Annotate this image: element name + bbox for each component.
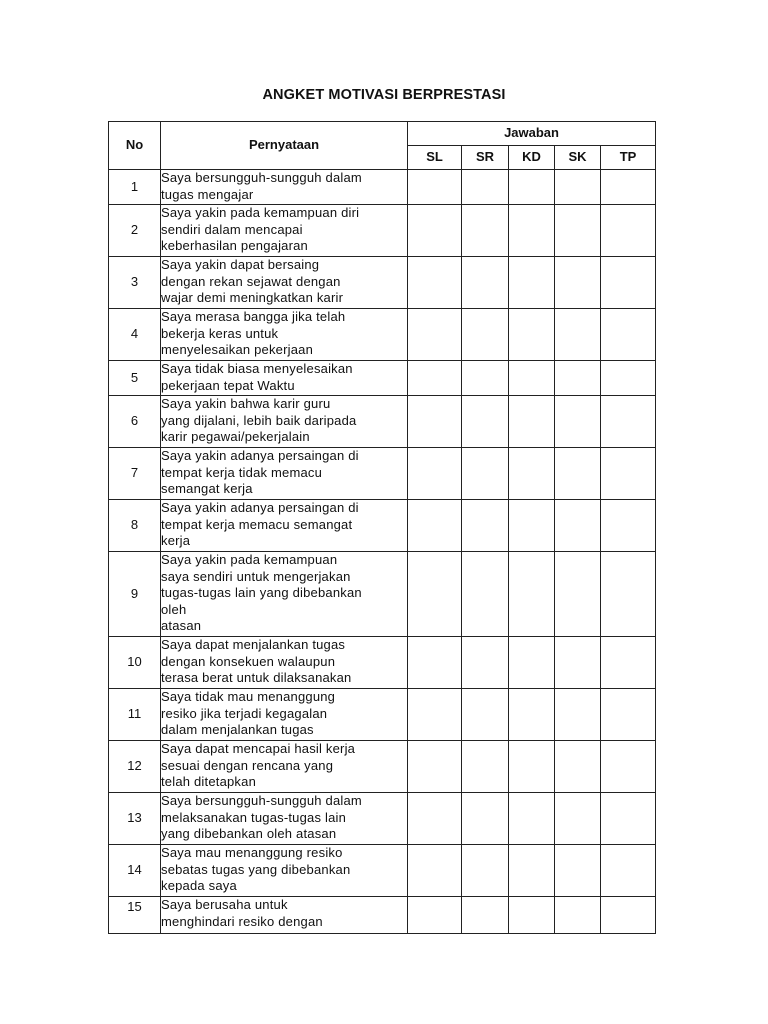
answer-cell-kd[interactable] — [509, 500, 555, 552]
answer-cell-kd[interactable] — [509, 361, 555, 396]
answer-cell-kd[interactable] — [509, 689, 555, 741]
answer-cell-sl[interactable] — [408, 897, 462, 934]
answer-cell-kd[interactable] — [509, 793, 555, 845]
statement-cell — [161, 689, 408, 741]
statement-line: keberhasilan pengajaran — [161, 238, 308, 253]
statement-line: bekerja keras untuk — [161, 325, 279, 341]
header-option-sk: SK — [555, 146, 601, 170]
table-row — [109, 361, 656, 396]
answer-cell-sl[interactable] — [408, 448, 462, 500]
statement-cell — [161, 257, 408, 309]
answer-cell-sl[interactable] — [408, 309, 462, 361]
statement-line: pekerjaan tepat Waktu — [161, 377, 295, 393]
statement-cell — [161, 793, 408, 845]
answer-cell-sl[interactable] — [408, 741, 462, 793]
answer-cell-sk[interactable] — [555, 689, 601, 741]
statement-line: Saya mau menanggung resiko — [161, 845, 343, 860]
answer-cell-sk[interactable] — [555, 309, 601, 361]
answer-cell-kd[interactable] — [509, 448, 555, 500]
statement-line: wajar demi meningkatkan karir — [161, 290, 344, 305]
table-row — [109, 637, 656, 689]
row-number: 3 — [109, 257, 161, 309]
statement-line: sendiri dalam mencapai — [161, 221, 303, 237]
answer-cell-kd[interactable] — [509, 845, 555, 897]
table-row — [109, 170, 656, 205]
row-number: 8 — [109, 500, 161, 552]
answer-cell-sr[interactable] — [462, 309, 509, 361]
statement-line: karir pegawai/pekerjalain — [161, 429, 310, 444]
statement-line: Saya merasa bangga jika telah — [161, 309, 346, 324]
answer-cell-sl[interactable] — [408, 845, 462, 897]
statement-line: tugas mengajar — [161, 186, 254, 202]
row-number: 15 — [109, 897, 161, 934]
answer-cell-tp[interactable] — [601, 309, 656, 361]
answer-cell-sl[interactable] — [408, 257, 462, 309]
statement-line: kepada saya — [161, 878, 237, 893]
statement-cell — [161, 552, 408, 637]
statement-line: Saya tidak biasa menyelesaikan — [161, 361, 353, 376]
answer-cell-sl[interactable] — [408, 689, 462, 741]
statement-line: tempat kerja tidak memacu — [161, 464, 323, 480]
statement-line: yang dijalani, lebih baik daripada — [161, 412, 357, 428]
header-no: No — [109, 122, 161, 170]
statement-cell — [161, 637, 408, 689]
statement-line: Saya yakin pada kemampuan diri — [161, 205, 360, 220]
statement-line: Saya yakin pada kemampuan — [161, 552, 338, 567]
table-row — [109, 552, 656, 637]
table-row — [109, 396, 656, 448]
header-option-tp: TP — [601, 146, 656, 170]
statement-line: dengan rekan sejawat dengan — [161, 273, 341, 289]
statement-cell — [161, 897, 408, 934]
answer-cell-sk[interactable] — [555, 793, 601, 845]
statement-line: kerja — [161, 533, 191, 548]
row-number: 10 — [109, 637, 161, 689]
statement-line: yang dibebankan oleh atasan — [161, 826, 337, 841]
row-number: 12 — [109, 741, 161, 793]
table-row — [109, 205, 656, 257]
answer-cell-sr[interactable] — [462, 637, 509, 689]
table-row — [109, 741, 656, 793]
statement-line: Saya bersungguh-sungguh dalam — [161, 793, 362, 808]
statement-line: menyelesaikan pekerjaan — [161, 342, 314, 357]
answer-cell-sl[interactable] — [408, 396, 462, 448]
row-number: 9 — [109, 552, 161, 637]
statement-line: semangat kerja — [161, 481, 253, 496]
row-number: 13 — [109, 793, 161, 845]
answer-cell-sr[interactable] — [462, 845, 509, 897]
statement-cell — [161, 361, 408, 396]
table-row — [109, 897, 656, 934]
answer-cell-sr[interactable] — [462, 170, 509, 205]
answer-cell-sr[interactable] — [462, 500, 509, 552]
answer-cell-kd[interactable] — [509, 257, 555, 309]
statement-line: melaksanakan tugas-tugas lain — [161, 809, 347, 825]
answer-cell-sr[interactable] — [462, 741, 509, 793]
table-row — [109, 448, 656, 500]
answer-cell-tp[interactable] — [601, 448, 656, 500]
row-number: 2 — [109, 205, 161, 257]
answer-cell-kd[interactable] — [509, 396, 555, 448]
answer-cell-sk[interactable] — [555, 448, 601, 500]
answer-cell-tp[interactable] — [601, 845, 656, 897]
answer-cell-tp[interactable] — [601, 257, 656, 309]
row-number: 1 — [109, 170, 161, 205]
statement-line: sebatas tugas yang dibebankan — [161, 861, 351, 877]
statement-line: Saya yakin dapat bersaing — [161, 257, 320, 272]
table-row — [109, 689, 656, 741]
answer-cell-tp[interactable] — [601, 500, 656, 552]
answer-cell-sk[interactable] — [555, 741, 601, 793]
answer-cell-sr[interactable] — [462, 448, 509, 500]
statement-cell — [161, 500, 408, 552]
answer-cell-tp[interactable] — [601, 170, 656, 205]
row-number: 6 — [109, 396, 161, 448]
statement-line: terasa berat untuk dilaksanakan — [161, 670, 352, 685]
statement-line: atasan — [161, 618, 202, 633]
answer-cell-sr[interactable] — [462, 897, 509, 934]
answer-cell-sk[interactable] — [555, 637, 601, 689]
row-number: 4 — [109, 309, 161, 361]
row-number: 5 — [109, 361, 161, 396]
answer-cell-sk[interactable] — [555, 205, 601, 257]
questionnaire-table — [108, 121, 656, 934]
answer-cell-sr[interactable] — [462, 205, 509, 257]
table-row — [109, 793, 656, 845]
answer-cell-tp[interactable] — [601, 361, 656, 396]
statement-line: sesuai dengan rencana yang — [161, 757, 334, 773]
row-number: 7 — [109, 448, 161, 500]
answer-cell-sl[interactable] — [408, 170, 462, 205]
answer-cell-kd[interactable] — [509, 170, 555, 205]
statement-line: Saya bersungguh-sungguh dalam — [161, 170, 362, 185]
statement-line: Saya tidak mau menanggung — [161, 689, 336, 704]
statement-line: Saya yakin adanya persaingan di — [161, 500, 359, 515]
answer-cell-sr[interactable] — [462, 689, 509, 741]
answer-cell-sk[interactable] — [555, 500, 601, 552]
statement-cell — [161, 205, 408, 257]
answer-cell-kd[interactable] — [509, 309, 555, 361]
answer-cell-tp[interactable] — [601, 689, 656, 741]
answer-cell-tp[interactable] — [601, 396, 656, 448]
statement-cell — [161, 845, 408, 897]
answer-cell-sk[interactable] — [555, 552, 601, 637]
answer-cell-sk[interactable] — [555, 396, 601, 448]
statement-line: saya sendiri untuk mengerjakan — [161, 568, 351, 584]
statement-line: Saya berusaha untuk — [161, 897, 288, 912]
answer-cell-kd[interactable] — [509, 637, 555, 689]
statement-cell — [161, 396, 408, 448]
answer-cell-tp[interactable] — [601, 741, 656, 793]
answer-cell-sr[interactable] — [462, 361, 509, 396]
answer-cell-kd[interactable] — [509, 552, 555, 637]
answer-cell-tp[interactable] — [601, 552, 656, 637]
answer-cell-sl[interactable] — [408, 205, 462, 257]
answer-cell-tp[interactable] — [601, 205, 656, 257]
statement-cell — [161, 170, 408, 205]
answer-cell-sl[interactable] — [408, 637, 462, 689]
row-number: 11 — [109, 689, 161, 741]
row-number: 14 — [109, 845, 161, 897]
statement-cell — [161, 741, 408, 793]
statement-line: tugas-tugas lain yang dibebankan — [161, 585, 362, 600]
statement-line: dengan konsekuen walaupun — [161, 653, 336, 669]
statement-line: dalam menjalankan tugas — [161, 722, 314, 737]
answer-cell-tp[interactable] — [601, 793, 656, 845]
header-answer: Jawaban — [408, 122, 656, 146]
table-row — [109, 257, 656, 309]
statement-cell — [161, 309, 408, 361]
questionnaire-body — [109, 170, 656, 934]
answer-cell-sl[interactable] — [408, 793, 462, 845]
answer-cell-sl[interactable] — [408, 500, 462, 552]
statement-line: Saya dapat menjalankan tugas — [161, 637, 346, 652]
answer-cell-kd[interactable] — [509, 741, 555, 793]
header-statement: Pernyataan — [161, 122, 408, 170]
page-title: ANGKET MOTIVASI BERPRESTASI — [262, 87, 506, 103]
answer-cell-kd[interactable] — [509, 897, 555, 934]
answer-cell-sr[interactable] — [462, 552, 509, 637]
answer-cell-sl[interactable] — [408, 552, 462, 637]
statement-line: Saya yakin bahwa karir guru — [161, 396, 331, 411]
statement-line: Saya dapat mencapai hasil kerja — [161, 741, 356, 756]
statement-line: telah ditetapkan — [161, 774, 256, 789]
table-row — [109, 845, 656, 897]
header-option-sr: SR — [462, 146, 509, 170]
answer-cell-tp[interactable] — [601, 897, 656, 934]
statement-line: oleh — [161, 601, 187, 617]
header-option-kd: KD — [509, 146, 555, 170]
answer-cell-kd[interactable] — [509, 205, 555, 257]
answer-cell-sk[interactable] — [555, 897, 601, 934]
answer-cell-sr[interactable] — [462, 396, 509, 448]
statement-line: tempat kerja memacu semangat — [161, 516, 353, 532]
statement-cell — [161, 448, 408, 500]
header-option-sl: SL — [408, 146, 462, 170]
answer-cell-sl[interactable] — [408, 361, 462, 396]
statement-line: menghindari resiko dengan — [161, 913, 323, 929]
table-row — [109, 500, 656, 552]
answer-cell-sr[interactable] — [462, 793, 509, 845]
answer-cell-sr[interactable] — [462, 257, 509, 309]
answer-cell-sk[interactable] — [555, 170, 601, 205]
answer-cell-sk[interactable] — [555, 845, 601, 897]
answer-cell-tp[interactable] — [601, 637, 656, 689]
answer-cell-sk[interactable] — [555, 361, 601, 396]
table-row — [109, 309, 656, 361]
statement-line: Saya yakin adanya persaingan di — [161, 448, 359, 463]
statement-line: resiko jika terjadi kegagalan — [161, 705, 328, 721]
answer-cell-sk[interactable] — [555, 257, 601, 309]
